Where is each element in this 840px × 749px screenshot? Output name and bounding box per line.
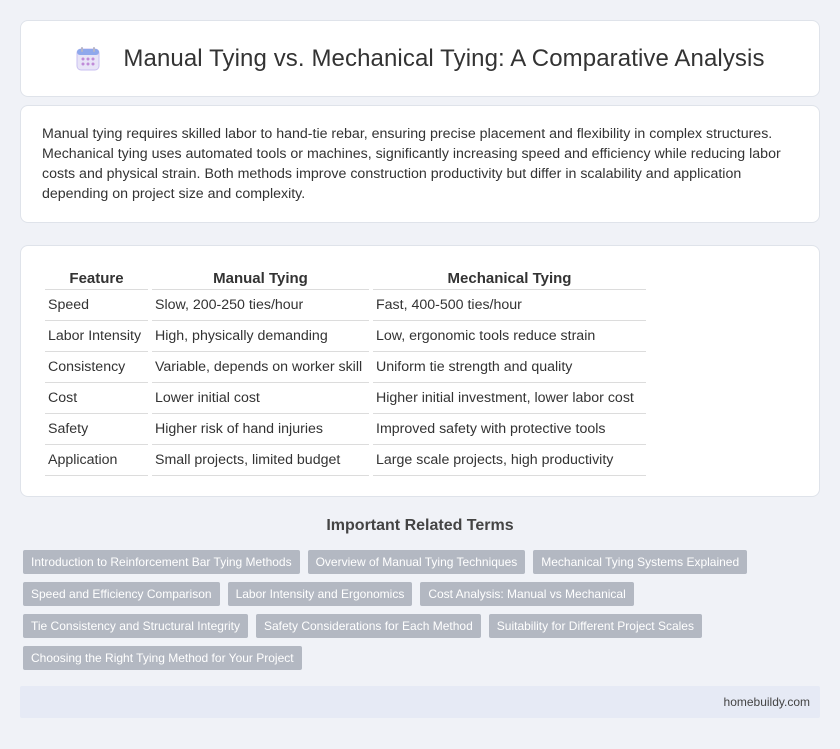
header-feature: Feature [45, 266, 148, 290]
related-term-tag[interactable]: Suitability for Different Project Scales [489, 614, 702, 638]
table-cell: Improved safety with protective tools [373, 414, 646, 445]
footer-site[interactable]: homebuildy.com [723, 695, 810, 709]
table-cell: Higher risk of hand injuries [152, 414, 369, 445]
footer [20, 686, 820, 718]
table-header-row [45, 266, 646, 290]
table-cell: Application [45, 445, 148, 476]
table-cell: Cost [45, 383, 148, 414]
table-row [45, 321, 646, 352]
table-row [45, 290, 646, 321]
table-cell: Labor Intensity [45, 321, 148, 352]
related-term-tag[interactable]: Safety Considerations for Each Method [256, 614, 481, 638]
related-term-tag[interactable]: Mechanical Tying Systems Explained [533, 550, 747, 574]
table-cell: Uniform tie strength and quality [373, 352, 646, 383]
table-row [45, 383, 646, 414]
intro-text: Manual tying requires skilled labor to hand-tie rebar, ensuring precise placement and flexibility in complex structures. Mechanical tying uses automated tools or machines, significantly increasing speed and efficiency while reducing labor costs and physical strain. Both methods improve construction productivity but differ in scalability and application depending on project size and complexity. [42, 126, 781, 202]
table-cell: Consistency [45, 352, 148, 383]
related-term-tag[interactable]: Tie Consistency and Structural Integrity [23, 614, 248, 638]
calendar-icon [75, 46, 101, 72]
table-row [45, 445, 646, 476]
related-term-tag[interactable]: Labor Intensity and Ergonomics [228, 582, 413, 606]
related-terms-tags [23, 550, 783, 670]
table-row [45, 414, 646, 445]
table-cell: Higher initial investment, lower labor cost [373, 383, 646, 414]
table-cell: Safety [45, 414, 148, 445]
header-manual-tying: Manual Tying [152, 266, 369, 290]
title-wrap [75, 45, 764, 73]
table-cell: Low, ergonomic tools reduce strain [373, 321, 646, 352]
table-cell: Small projects, limited budget [152, 445, 369, 476]
table-cell: High, physically demanding [152, 321, 369, 352]
related-term-tag[interactable]: Introduction to Reinforcement Bar Tying Methods [23, 550, 300, 574]
table-cell: Fast, 400-500 ties/hour [373, 290, 646, 321]
related-term-tag[interactable]: Choosing the Right Tying Method for Your Project [23, 646, 302, 670]
intro-card [20, 105, 820, 223]
page-title: Manual Tying vs. Mechanical Tying: A Comparative Analysis [123, 44, 765, 72]
table-cell: Variable, depends on worker skill [152, 352, 369, 383]
header-card [20, 20, 820, 97]
comparison-table [41, 266, 650, 476]
related-term-tag[interactable]: Speed and Efficiency Comparison [23, 582, 220, 606]
related-term-tag[interactable]: Overview of Manual Tying Techniques [308, 550, 526, 574]
table-cell: Speed [45, 290, 148, 321]
table-cell: Large scale projects, high productivity [373, 445, 646, 476]
comparison-table-card [20, 245, 820, 497]
header-mechanical-tying: Mechanical Tying [373, 266, 646, 290]
related-terms-title: Important Related Terms [326, 517, 514, 534]
related-term-tag[interactable]: Cost Analysis: Manual vs Mechanical [420, 582, 633, 606]
table-row [45, 352, 646, 383]
table-cell: Lower initial cost [152, 383, 369, 414]
table-cell: Slow, 200-250 ties/hour [152, 290, 369, 321]
